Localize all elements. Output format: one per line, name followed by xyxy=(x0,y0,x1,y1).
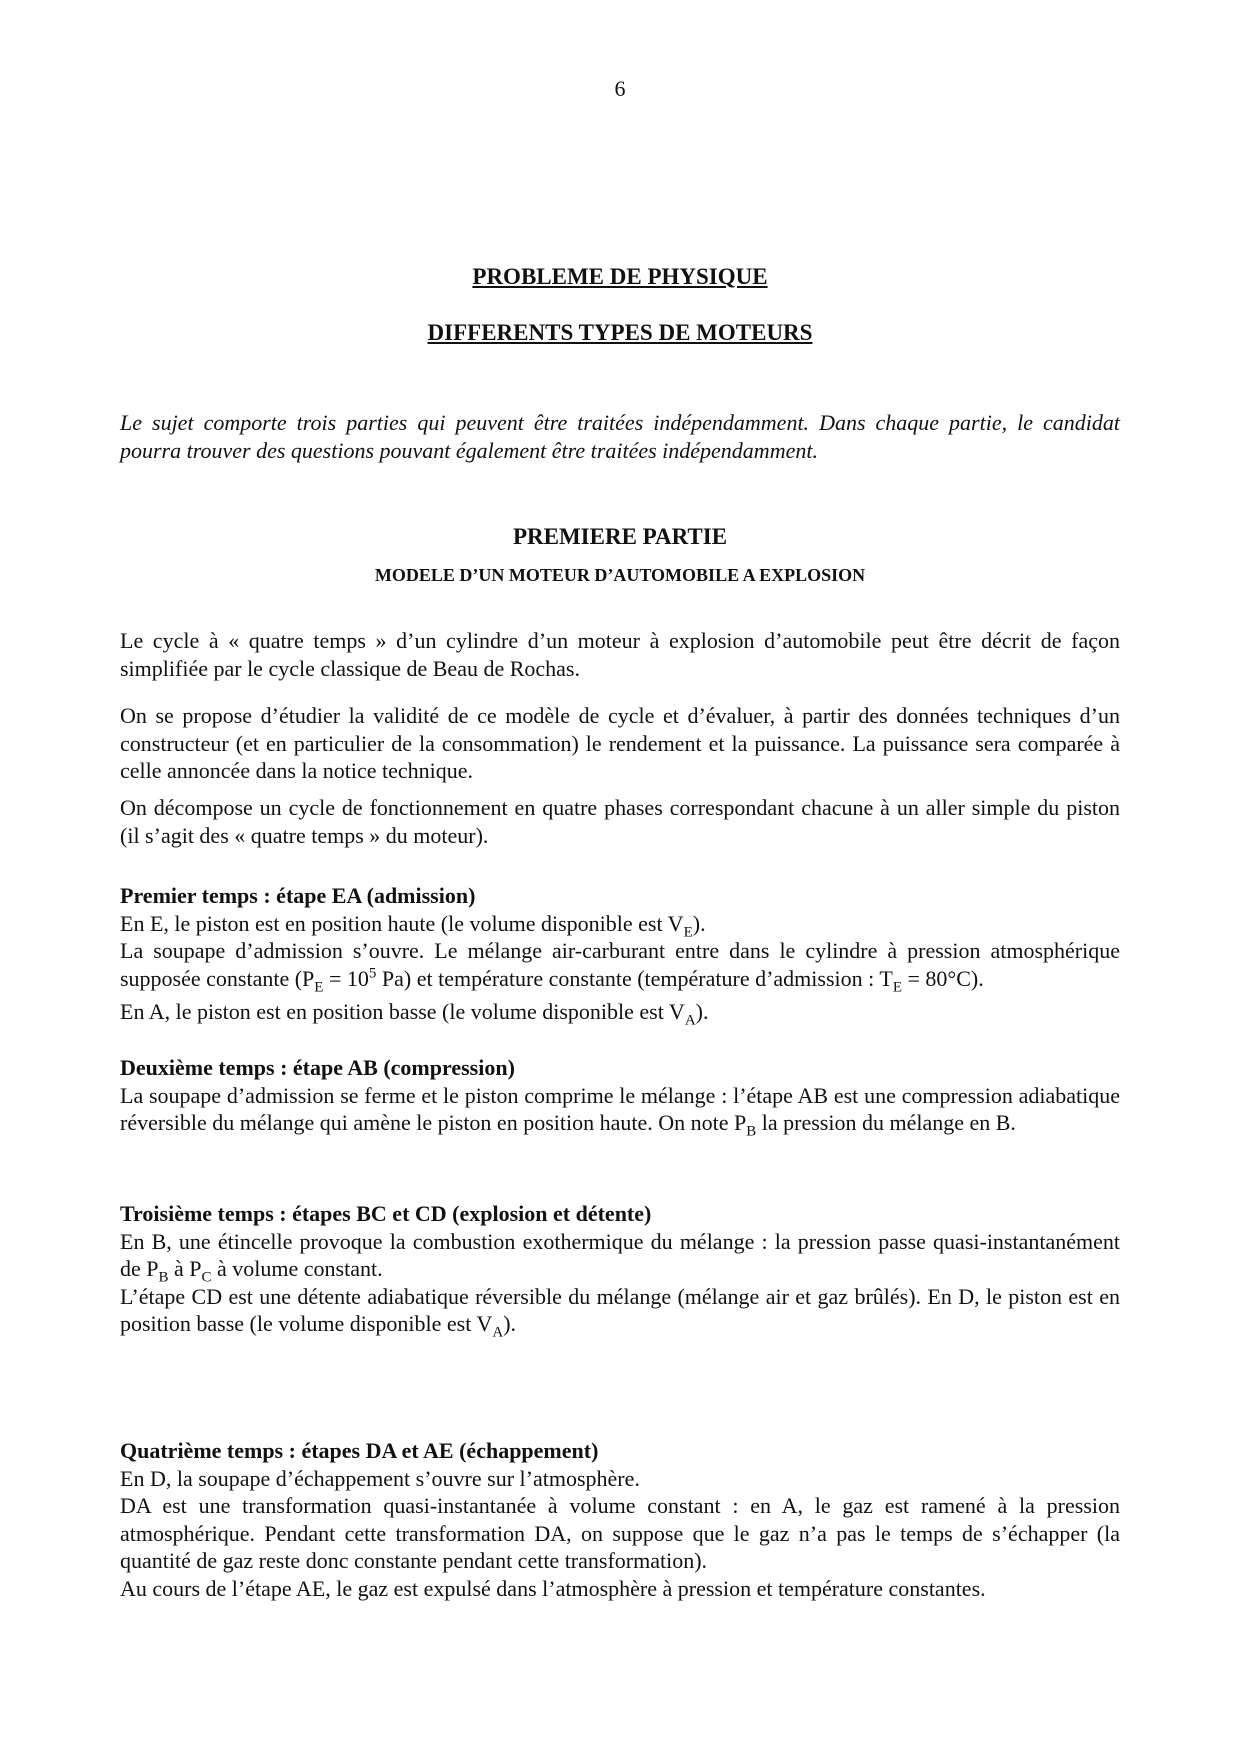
intro-paragraph xyxy=(120,409,1120,464)
section-heading: Quatrième temps : étapes DA et AE (échappement) xyxy=(120,1438,599,1463)
section-heading: Premier temps : étape EA (admission) xyxy=(120,883,476,908)
section-first-stroke xyxy=(120,882,1120,1029)
section-line: DA est une transformation quasi-instantanée à volume constant : en A, le gaz est ramené à la pression atmosphérique. Pendant cette transformation DA, on suppose que le gaz n’a pas le temps de s’échapper (la quantité de gaz reste donc constante pendant cette transformation). xyxy=(120,1493,1120,1573)
section-line: L’étape CD est une détente adiabatique réversible du mélange (mélange air et gaz brûlés). En D, le piston est en position basse (le volume disponible est $V_A$). xyxy=(120,1283,1120,1341)
part-subtitle: MODELE D’UN MOTEUR D’AUTOMOBILE A EXPLOSION xyxy=(374,565,866,585)
section-heading: Deuxième temps : étape AB (compression) xyxy=(120,1055,515,1080)
problem-title: PROBLEME DE PHYSIQUE xyxy=(472,264,768,289)
section-third-stroke xyxy=(120,1200,1120,1341)
section-line: La soupape d’admission se ferme et le piston comprime le mélange : l’étape AB est une compression adiabatique réversible du mélange qui amène le piston en position haute. On note $P_B$ la pression du mélange en B. xyxy=(120,1082,1120,1140)
paragraph-text: On se propose d’étudier la validité de ce modèle de cycle et d’évaluer, à partir des données techniques d’un constructeur (et en particulier de la consommation) le rendement et la puissance. La puissance sera comparée à celle annoncée dans la notice technique. xyxy=(120,703,1120,783)
section-second-stroke xyxy=(120,1054,1120,1140)
page-number: 6 xyxy=(614,76,626,101)
section-line: En E, le piston est en position haute (le volume disponible est $V_E$). xyxy=(120,910,706,940)
part-title: PREMIERE PARTIE xyxy=(512,524,728,549)
paragraph-text: Le cycle à « quatre temps » d’un cylindre d’un moteur à explosion d’automobile peut être décrit de façon simplifiée par le cycle classique de Beau de Rochas. xyxy=(120,628,1120,681)
section-line: En B, une étincelle provoque la combustion exothermique du mélange : la pression passe quasi-instantanément de $P_B$ à $P_C$ à volume constant. xyxy=(120,1228,1120,1286)
paragraph-cycle xyxy=(120,627,1120,682)
section-heading: Troisième temps : étapes BC et CD (explosion et détente) xyxy=(120,1201,652,1226)
section-line: En D, la soupape d’échappement s’ouvre sur l’atmosphère. xyxy=(120,1465,640,1491)
section-line: Au cours de l’étape AE, le gaz est expulsé dans l’atmosphère à pression et température constantes. xyxy=(120,1575,986,1601)
problem-subtitle: DIFFERENTS TYPES DE MOTEURS xyxy=(427,320,813,345)
section-line: La soupape d’admission s’ouvre. Le mélange air-carburant entre dans le cylindre à pression atmosphérique supposée constante ($P_E = 10^5$ Pa) et température constante (température d’admission : $T_E = 80^\circ C$). xyxy=(120,938,1120,995)
intro-text: Le sujet comporte trois parties qui peuvent être traitées indépendamment. Dans chaque partie, le candidat pourra trouver des questions pouvant également être traitées indépendamment. xyxy=(120,410,1120,463)
paragraph-phases xyxy=(120,794,1120,849)
paragraph-text: On décompose un cycle de fonctionnement en quatre phases correspondant chacune à un aller simple du piston (il s’agit des « quatre temps » du moteur). xyxy=(120,795,1120,848)
paragraph-objective xyxy=(120,702,1120,785)
section-fourth-stroke xyxy=(120,1437,1120,1602)
section-line: En A, le piston est en position basse (le volume disponible est $V_A$). xyxy=(120,999,709,1029)
